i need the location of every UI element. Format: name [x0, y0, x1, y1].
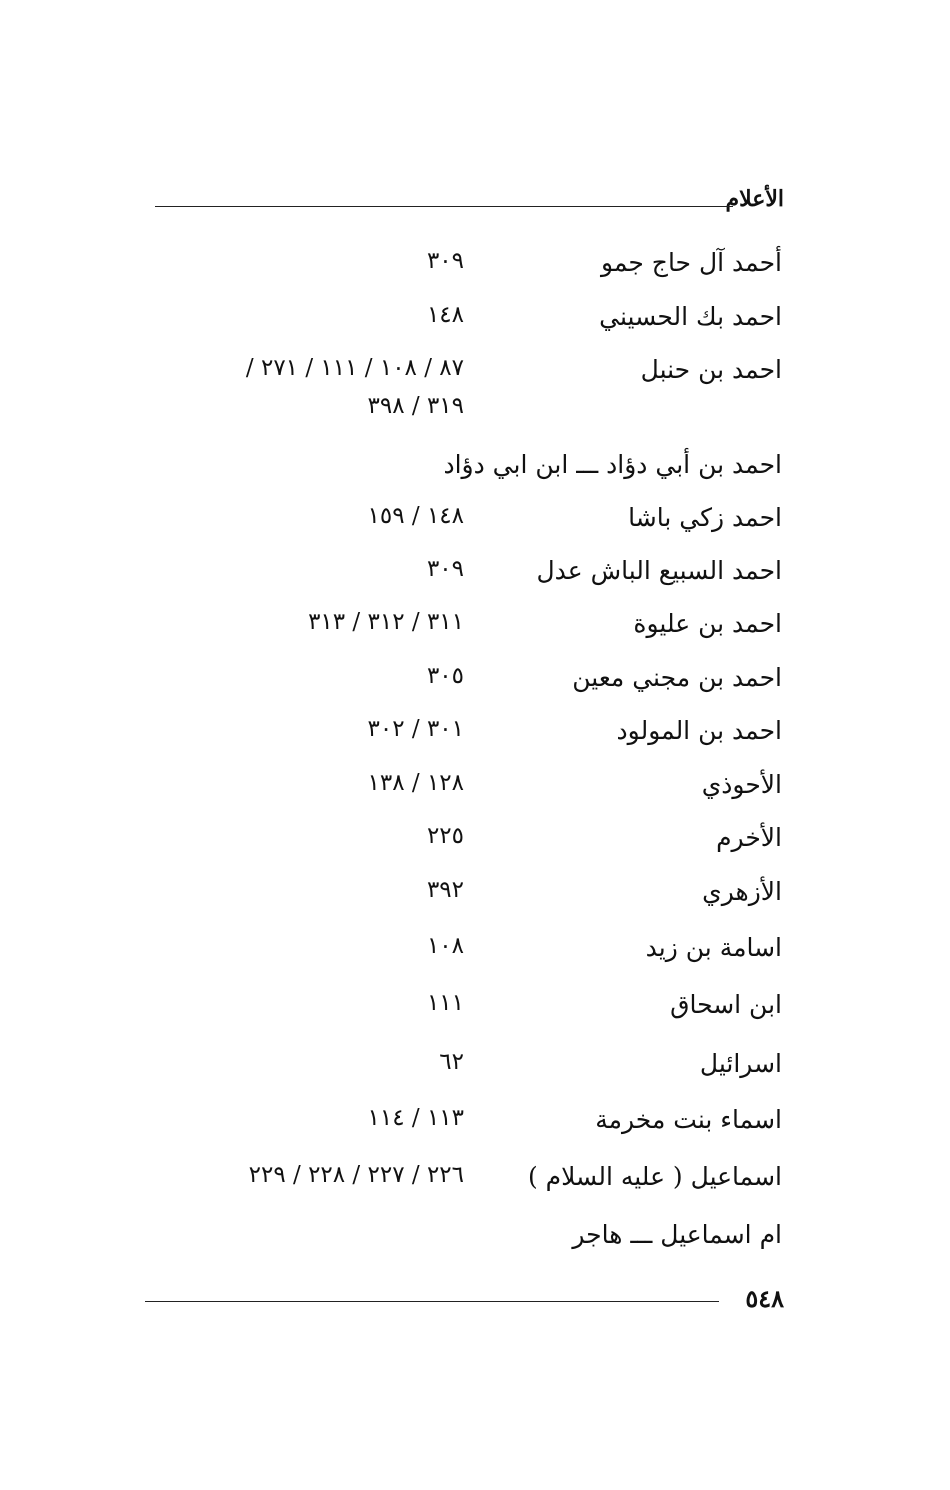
entry-name: احمد بن المولود — [616, 716, 782, 745]
index-entry — [0, 823, 950, 863]
entry-name: الأخرم — [716, 823, 782, 852]
index-entry — [0, 990, 950, 1030]
entry-name: اسماعيل ( عليه السلام ) — [527, 1162, 782, 1191]
index-entry — [0, 770, 950, 810]
entry-pages: ٣٠٥ — [426, 663, 464, 689]
index-entry — [0, 933, 950, 973]
entry-name: احمد بن مجني معين — [572, 663, 782, 692]
index-entry — [0, 716, 950, 756]
entry-name: ام اسماعيل ـــ هاجر — [572, 1220, 782, 1249]
index-entry — [0, 302, 950, 342]
index-entry — [0, 609, 950, 649]
index-entry — [0, 663, 950, 703]
entry-pages: ١٤٨ — [426, 302, 464, 328]
entry-pages: ٨٧ / ١٠٨ / ١١١ / ٢٧١ / — [245, 355, 464, 381]
entry-pages: ١١٣ / ١١٤ — [367, 1105, 464, 1131]
entry-pages: ١١١ — [426, 990, 464, 1016]
entry-pages: ٦٢ — [439, 1049, 464, 1075]
header-rule — [155, 206, 733, 207]
entry-name: احمد بن أبي دؤاد ـــ ابن ابي دؤاد — [443, 450, 782, 479]
entry-name: احمد بن عليوة — [633, 609, 782, 638]
index-entry — [0, 877, 950, 917]
index-entry — [0, 1105, 950, 1145]
page-number: ٥٤٨ — [745, 1284, 784, 1313]
index-entry — [0, 1220, 950, 1260]
index-entry — [0, 450, 950, 490]
index-entry — [0, 1162, 950, 1202]
index-entry — [0, 248, 950, 288]
entry-pages: ٣٠٩ — [426, 248, 464, 274]
entry-pages: ٣٠١ / ٣٠٢ — [367, 716, 464, 742]
entry-pages: ١٠٨ — [426, 933, 464, 959]
entry-name: اسامة بن زيد — [645, 933, 782, 962]
index-entry — [0, 556, 950, 596]
entry-pages: ١٢٨ / ١٣٨ — [367, 770, 464, 796]
entry-name: اسماء بنت مخرمة — [595, 1105, 782, 1134]
index-entry — [0, 1049, 950, 1089]
entry-pages: ٢٢٦ / ٢٢٧ / ٢٢٨ / ٢٢٩ — [248, 1162, 464, 1188]
entry-pages: ٣٩٢ — [426, 877, 464, 903]
entry-name: احمد السبيع الباش عدل — [536, 556, 782, 585]
entry-pages: ٢٢٥ — [426, 823, 464, 849]
entry-name: ابن اسحاق — [670, 990, 782, 1019]
entry-name: احمد بك الحسيني — [599, 302, 782, 331]
index-entry — [0, 355, 950, 435]
entry-name: احمد بن حنبل — [640, 355, 782, 384]
entry-name: الأزهري — [702, 877, 782, 906]
entry-pages: ١٤٨ / ١٥٩ — [367, 503, 464, 529]
entry-name: اسرائيل — [699, 1049, 782, 1078]
running-header-title: الأعلام — [725, 186, 784, 212]
index-entry — [0, 503, 950, 543]
entry-pages-continued: ٣١٩ / ٣٩٨ — [367, 393, 464, 419]
entry-name: أحمد آل حاج جمو — [601, 248, 782, 277]
entry-pages: ٣٠٩ — [426, 556, 464, 582]
entry-pages: ٣١١ / ٣١٢ / ٣١٣ — [308, 609, 464, 635]
entry-name: الأحوذي — [701, 770, 782, 799]
entry-name: احمد زكي باشا — [628, 503, 782, 532]
footer-rule — [145, 1301, 719, 1302]
